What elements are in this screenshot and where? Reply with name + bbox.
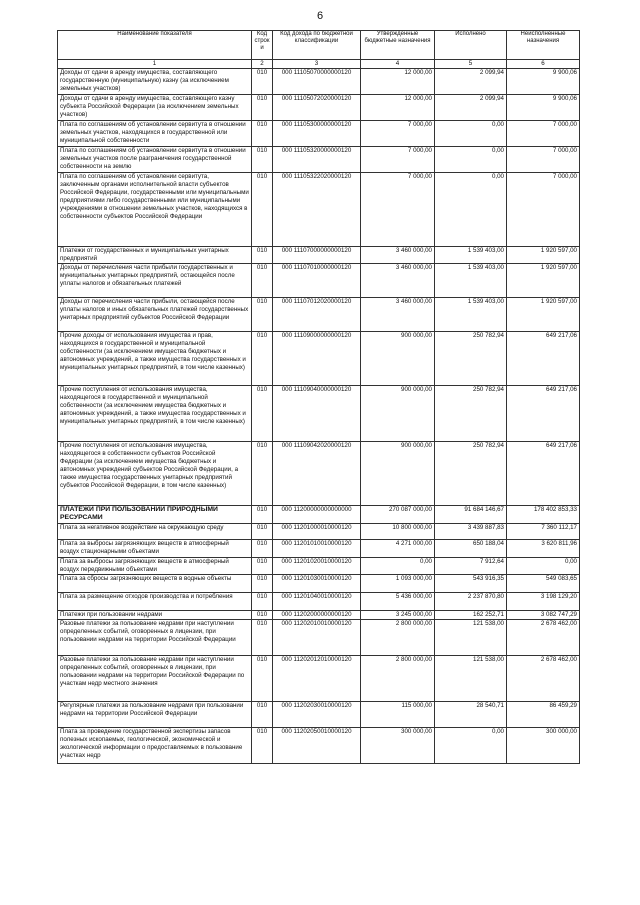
row-unexecuted: 649 217,06 (507, 442, 580, 506)
row-approved: 7 000,00 (361, 147, 435, 173)
row-line-code: 010 (252, 558, 273, 575)
header-name: Наименование показателя (58, 31, 252, 60)
row-line-code: 010 (252, 173, 273, 247)
row-income-code: 000 11105322020000120 (273, 173, 361, 247)
row-line-code: 010 (252, 247, 273, 264)
row-income-code: 000 11202000000000120 (273, 611, 361, 620)
row-income-code: 000 11109040000000120 (273, 386, 361, 442)
table-row (58, 656, 580, 702)
row-income-code: 000 11201020010000120 (273, 558, 361, 575)
table-row (58, 611, 580, 620)
row-income-code: 000 11109042020000120 (273, 442, 361, 506)
table-row (58, 524, 580, 540)
row-name: Доходы от сдачи в аренду имущества, составляющего государственную (муниципальную) казну (за исключением земельных участков) (58, 69, 252, 95)
row-line-code: 010 (252, 611, 273, 620)
row-executed: 2 099,94 (435, 95, 507, 121)
row-line-code: 010 (252, 593, 273, 611)
row-executed: 121 538,00 (435, 656, 507, 702)
row-approved: 3 460 000,00 (361, 298, 435, 332)
row-name: Доходы от перечисления части прибыли государственных и муниципальных унитарных предприятий, остающейся после уплаты налогов и обязательных платежей (58, 264, 252, 298)
row-approved: 270 087 000,00 (361, 506, 435, 524)
row-name: Плата за выбросы загрязняющих веществ в атмосферный воздух стационарными объектами (58, 540, 252, 558)
table-row (58, 728, 580, 764)
row-name: Прочие доходы от использования имущества и прав, находящихся в государственной и муниципальной собственности (за исключением имущества бюджетных и автономных учреждений, а также имущества государственных и муниципальных унитарных предприятий, в том числе казенных) (58, 332, 252, 386)
row-unexecuted: 1 920 597,00 (507, 264, 580, 298)
row-line-code: 010 (252, 728, 273, 764)
column-number: 3 (273, 60, 361, 69)
table-row (58, 593, 580, 611)
row-income-code: 000 11105300000000120 (273, 121, 361, 147)
row-approved: 900 000,00 (361, 442, 435, 506)
row-executed: 91 684 146,67 (435, 506, 507, 524)
row-name: Разовые платежи за пользование недрами при наступлении определенных событий, оговоренных в лицензии, при пользовании недрами на территории Российской Федерации по участкам недр местного значения (58, 656, 252, 702)
row-executed: 250 782,94 (435, 386, 507, 442)
page-number: 6 (316, 10, 324, 22)
row-executed: 0,00 (435, 728, 507, 764)
row-approved: 3 460 000,00 (361, 264, 435, 298)
row-unexecuted: 3 082 747,29 (507, 611, 580, 620)
row-unexecuted: 3 198 129,20 (507, 593, 580, 611)
row-income-code: 000 11200000000000000 (273, 506, 361, 524)
row-approved: 115 000,00 (361, 702, 435, 728)
row-approved: 10 800 000,00 (361, 524, 435, 540)
row-name: Плата за выбросы загрязняющих веществ в атмосферный воздух передвижными объектами (58, 558, 252, 575)
header-line-code: Код строк и (252, 31, 273, 60)
row-income-code: 000 11107010000000120 (273, 264, 361, 298)
row-approved: 7 000,00 (361, 121, 435, 147)
row-executed: 0,00 (435, 121, 507, 147)
row-income-code: 000 11105320000000120 (273, 147, 361, 173)
row-name: Доходы от перечисления части прибыли, остающейся после уплаты налогов и иных обязательных платежей государственных унитарных предприятий субъектов Российской Федерации (58, 298, 252, 332)
row-income-code: 000 11202030010000120 (273, 702, 361, 728)
row-name: Плата по соглашениям об установлении сервитута, заключенным органами исполнительной власти субъектов Российской Федерации, государственными или муниципальными предприятиями либо государственными или муниципальными учреждениями в отношении земельных участков, находящихся в собственности субъектов Российской Федерации (58, 173, 252, 247)
header-income-code: Код дохода по бюджетной классификации (273, 31, 361, 60)
row-line-code: 010 (252, 264, 273, 298)
column-number: 6 (507, 60, 580, 69)
row-line-code: 010 (252, 442, 273, 506)
header-row (58, 31, 580, 60)
row-executed: 3 439 887,83 (435, 524, 507, 540)
row-approved: 12 000,00 (361, 95, 435, 121)
table-row (58, 332, 580, 386)
row-income-code: 000 11202050010000120 (273, 728, 361, 764)
row-unexecuted: 649 217,06 (507, 332, 580, 386)
row-approved: 7 000,00 (361, 173, 435, 247)
row-income-code: 000 11202010010000120 (273, 620, 361, 656)
row-approved: 300 000,00 (361, 728, 435, 764)
row-line-code: 010 (252, 540, 273, 558)
row-executed: 0,00 (435, 173, 507, 247)
row-income-code: 000 11202012010000120 (273, 656, 361, 702)
row-name: Регулярные платежи за пользование недрами при пользовании недрами на территории Российской Федерации (58, 702, 252, 728)
table-row (58, 506, 580, 524)
row-income-code: 000 11201000010000120 (273, 524, 361, 540)
column-number: 4 (361, 60, 435, 69)
column-number: 2 (252, 60, 273, 69)
table-row (58, 575, 580, 593)
row-unexecuted: 2 678 462,00 (507, 656, 580, 702)
row-unexecuted: 1 920 597,00 (507, 247, 580, 264)
row-name: Плата за проведение государственной экспертизы запасов полезных ископаемых, геологической, экономической и экологической информации о предоставляемых в пользование участках недр (58, 728, 252, 764)
row-unexecuted: 0,00 (507, 558, 580, 575)
table-row (58, 558, 580, 575)
row-line-code: 010 (252, 69, 273, 95)
row-name: Доходы от сдачи в аренду имущества, составляющего казну субъекта Российской Федерации (за исключением земельных участков) (58, 95, 252, 121)
row-executed: 250 782,94 (435, 332, 507, 386)
table-row (58, 386, 580, 442)
row-unexecuted: 7 000,00 (507, 173, 580, 247)
row-unexecuted: 9 900,06 (507, 95, 580, 121)
row-name: ПЛАТЕЖИ ПРИ ПОЛЬЗОВАНИИ ПРИРОДНЫМИ РЕСУРСАМИ (58, 506, 252, 524)
row-executed: 543 916,35 (435, 575, 507, 593)
row-executed: 2 099,94 (435, 69, 507, 95)
row-approved: 3 460 000,00 (361, 247, 435, 264)
row-line-code: 010 (252, 620, 273, 656)
table-row (58, 264, 580, 298)
table-row (58, 247, 580, 264)
column-number: 1 (58, 60, 252, 69)
row-name: Плата по соглашениям об установлении сервитута в отношении земельных участков после разграничения государственной собственности на землю (58, 147, 252, 173)
row-executed: 650 188,04 (435, 540, 507, 558)
row-income-code: 000 11107000000000120 (273, 247, 361, 264)
table-row (58, 173, 580, 247)
row-unexecuted: 549 083,65 (507, 575, 580, 593)
row-executed: 162 252,71 (435, 611, 507, 620)
row-line-code: 010 (252, 575, 273, 593)
row-income-code: 000 11105070000000120 (273, 69, 361, 95)
table-row (58, 540, 580, 558)
row-approved: 5 436 000,00 (361, 593, 435, 611)
row-name: Платежи при пользовании недрами (58, 611, 252, 620)
report-table (57, 30, 580, 764)
row-line-code: 010 (252, 524, 273, 540)
table-row (58, 702, 580, 728)
row-income-code: 000 11105072020000120 (273, 95, 361, 121)
row-executed: 121 538,00 (435, 620, 507, 656)
row-unexecuted: 3 620 811,96 (507, 540, 580, 558)
header-approved: Утвержденные бюджетные назначения (361, 31, 435, 60)
row-executed: 1 539 403,00 (435, 264, 507, 298)
column-number: 5 (435, 60, 507, 69)
row-name: Платежи от государственных и муниципальных унитарных предприятий (58, 247, 252, 264)
row-name: Прочие поступления от использования имущества, находящегося в государственной и муниципальной собственности (за исключением имущества бюджетных и автономных учреждений, а также имущества государственных и муниципальных унитарных предприятий, в том числе казенных) (58, 386, 252, 442)
row-executed: 2 237 870,80 (435, 593, 507, 611)
row-approved: 4 271 000,00 (361, 540, 435, 558)
column-number-row (58, 60, 580, 69)
row-unexecuted: 178 402 853,33 (507, 506, 580, 524)
row-approved: 12 000,00 (361, 69, 435, 95)
row-name: Плата за негативное воздействие на окружающую среду (58, 524, 252, 540)
row-name: Плата за сбросы загрязняющих веществ в водные объекты (58, 575, 252, 593)
row-name: Плата за размещение отходов производства и потребления (58, 593, 252, 611)
row-line-code: 010 (252, 386, 273, 442)
row-approved: 0,00 (361, 558, 435, 575)
row-income-code: 000 11201040010000120 (273, 593, 361, 611)
table-row (58, 95, 580, 121)
row-approved: 3 245 000,00 (361, 611, 435, 620)
row-line-code: 010 (252, 147, 273, 173)
row-unexecuted: 9 900,06 (507, 69, 580, 95)
row-executed: 0,00 (435, 147, 507, 173)
header-executed: Исполнено (435, 31, 507, 60)
row-executed: 250 782,94 (435, 442, 507, 506)
row-unexecuted: 2 678 462,00 (507, 620, 580, 656)
row-approved: 2 800 000,00 (361, 656, 435, 702)
row-executed: 28 540,71 (435, 702, 507, 728)
row-income-code: 000 11107012020000120 (273, 298, 361, 332)
table-row (58, 121, 580, 147)
row-executed: 1 539 403,00 (435, 247, 507, 264)
row-executed: 1 539 403,00 (435, 298, 507, 332)
row-unexecuted: 7 360 112,17 (507, 524, 580, 540)
table-row (58, 442, 580, 506)
row-line-code: 010 (252, 702, 273, 728)
row-approved: 2 800 000,00 (361, 620, 435, 656)
row-approved: 900 000,00 (361, 332, 435, 386)
row-line-code: 010 (252, 121, 273, 147)
row-unexecuted: 86 459,29 (507, 702, 580, 728)
row-name: Разовые платежи за пользование недрами при наступлении определенных событий, оговоренных в лицензии, при пользовании недрами на территории Российской Федерации (58, 620, 252, 656)
row-income-code: 000 11201030010000120 (273, 575, 361, 593)
header-unexecuted: Неисполненные назначения (507, 31, 580, 60)
row-name: Плата по соглашениям об установлении сервитута в отношении земельных участков, находящихся в государственной или муниципальной собственности (58, 121, 252, 147)
row-line-code: 010 (252, 656, 273, 702)
table-row (58, 620, 580, 656)
row-approved: 900 000,00 (361, 386, 435, 442)
row-line-code: 010 (252, 506, 273, 524)
row-income-code: 000 11109000000000120 (273, 332, 361, 386)
table-row (58, 69, 580, 95)
row-executed: 7 912,64 (435, 558, 507, 575)
row-unexecuted: 649 217,06 (507, 386, 580, 442)
row-name: Прочие поступления от использования имущества, находящегося в собственности субъектов Российской Федерации (за исключением имущества бюджетных и автономных учреждений субъектов Российской Федерации, а также имущества государственных унитарных предприятий субъектов Российской Федерации, в том числе казенных) (58, 442, 252, 506)
row-unexecuted: 7 000,00 (507, 147, 580, 173)
row-unexecuted: 7 000,00 (507, 121, 580, 147)
table-row (58, 298, 580, 332)
row-approved: 1 093 000,00 (361, 575, 435, 593)
row-line-code: 010 (252, 95, 273, 121)
row-unexecuted: 300 000,00 (507, 728, 580, 764)
row-unexecuted: 1 920 597,00 (507, 298, 580, 332)
row-line-code: 010 (252, 298, 273, 332)
row-income-code: 000 11201010010000120 (273, 540, 361, 558)
table-row (58, 147, 580, 173)
row-line-code: 010 (252, 332, 273, 386)
